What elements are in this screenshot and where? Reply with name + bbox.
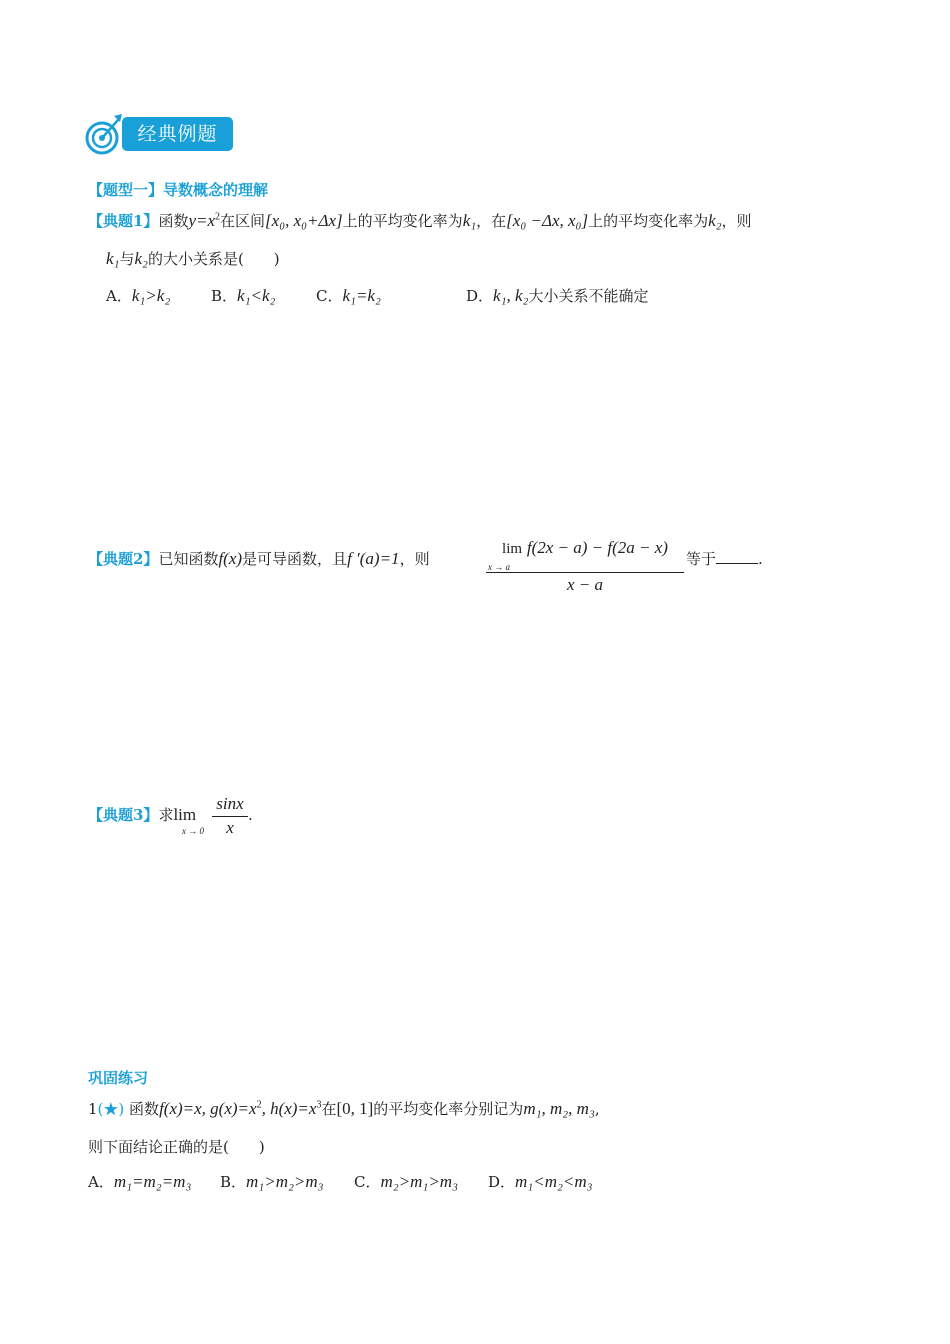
example-2-tail: 等于 . bbox=[686, 550, 763, 568]
example-2-line bbox=[88, 548, 430, 569]
example-1-option-a[interactable]: A．k₁>k₂ bbox=[106, 286, 171, 305]
example-2-numerator bbox=[486, 538, 684, 558]
practice-q1-option-d[interactable]: D．m₁<m₂<m₃ bbox=[488, 1172, 593, 1191]
lim-subscript: x → a bbox=[488, 562, 510, 572]
section-banner-title: 经典例题 bbox=[122, 117, 233, 151]
k2-symbol: k₂ bbox=[708, 211, 722, 230]
text: ，则 bbox=[399, 550, 430, 568]
text: 函数 bbox=[158, 212, 189, 230]
k2-symbol: k₂ bbox=[134, 249, 148, 268]
lim-word: lim bbox=[173, 805, 197, 824]
section-title: 【题型一】导数概念的理解 bbox=[88, 181, 269, 199]
lim-word: lim bbox=[502, 541, 523, 557]
example-3-tag: 【典题3】 bbox=[88, 806, 159, 824]
practice-q1-option-c[interactable]: C．m₂>m₁>m₃ bbox=[354, 1172, 458, 1191]
example-3-numerator: sinx bbox=[216, 794, 244, 813]
example-2-denominator: x − a bbox=[566, 575, 604, 594]
example-1-line-2 bbox=[106, 248, 280, 269]
derivative-condition: f ′(a)=1 bbox=[347, 549, 400, 568]
interval: [0, 1] bbox=[336, 1099, 374, 1118]
example-1-option-d[interactable]: D．k₁, k₂大小关系不能确定 bbox=[466, 286, 649, 305]
example-1-tag: 【典题1】 bbox=[88, 212, 159, 230]
text: 的大小关系是( ) bbox=[147, 250, 280, 268]
text: 是可导函数，且 bbox=[242, 550, 348, 568]
example-1-option-c[interactable]: C．k₁=k₂ bbox=[316, 286, 381, 305]
question-number: 1 bbox=[88, 1100, 98, 1118]
fraction-bar bbox=[486, 572, 684, 573]
text: 已知函数 bbox=[158, 550, 219, 568]
m-symbols: m₁, m₂, m₃ bbox=[523, 1099, 595, 1118]
example-3-denominator: x bbox=[226, 818, 234, 837]
text: 上的平均变化率为 bbox=[588, 212, 709, 230]
period: . bbox=[248, 806, 253, 824]
example-1-option-b[interactable]: B．k₁<k₂ bbox=[211, 286, 276, 305]
numerator-expr: f(2x − a) − f(2a − x) bbox=[526, 538, 668, 557]
k1-symbol: k₁ bbox=[106, 249, 120, 268]
text: 在区间 bbox=[220, 212, 266, 230]
practice-q1-line-1: 1(★) 函数f(x)=x, $g(x)=x^2$, $h(x)=x^3$在[0, 1]的平均变化率分别记为m₁, m₂, m₃, bbox=[88, 1099, 600, 1118]
interval-2: [x₀ −Δx, x₀] bbox=[506, 211, 589, 230]
fraction-bar bbox=[212, 816, 248, 817]
practice-q1-option-b[interactable]: B．m₁>m₂>m₃ bbox=[220, 1172, 324, 1191]
k1-symbol: k₁ bbox=[462, 211, 477, 230]
lim-subscript: x → 0 bbox=[182, 826, 204, 836]
example-2-tag: 【典题2】 bbox=[88, 550, 159, 568]
target-arrow-icon bbox=[84, 112, 124, 156]
star-rating: (★) bbox=[97, 1100, 125, 1118]
practice-q1-line-2: 则下面结论正确的是( ) bbox=[88, 1138, 265, 1156]
practice-q1-option-a[interactable]: A．m₁=m₂=m₃ bbox=[88, 1172, 192, 1191]
function-f: f(x) bbox=[218, 549, 243, 568]
example-1-line-1 bbox=[88, 210, 752, 231]
practice-title: 巩固练习 bbox=[88, 1069, 149, 1087]
example-3-line bbox=[88, 804, 196, 825]
interval-1: [x₀, x₀+Δx] bbox=[265, 211, 343, 230]
text: 上的平均变化率为 bbox=[342, 212, 463, 230]
function-expr: $y=x^2$ bbox=[188, 211, 221, 230]
text: ，在 bbox=[476, 212, 507, 230]
function-exprs: f(x)=x, $g(x)=x^2$, $h(x)=x^3$ bbox=[159, 1099, 322, 1118]
answer-blank[interactable] bbox=[716, 549, 758, 564]
text: 与 bbox=[119, 250, 135, 268]
text: 求 bbox=[158, 806, 174, 824]
text: ，则 bbox=[721, 212, 752, 230]
